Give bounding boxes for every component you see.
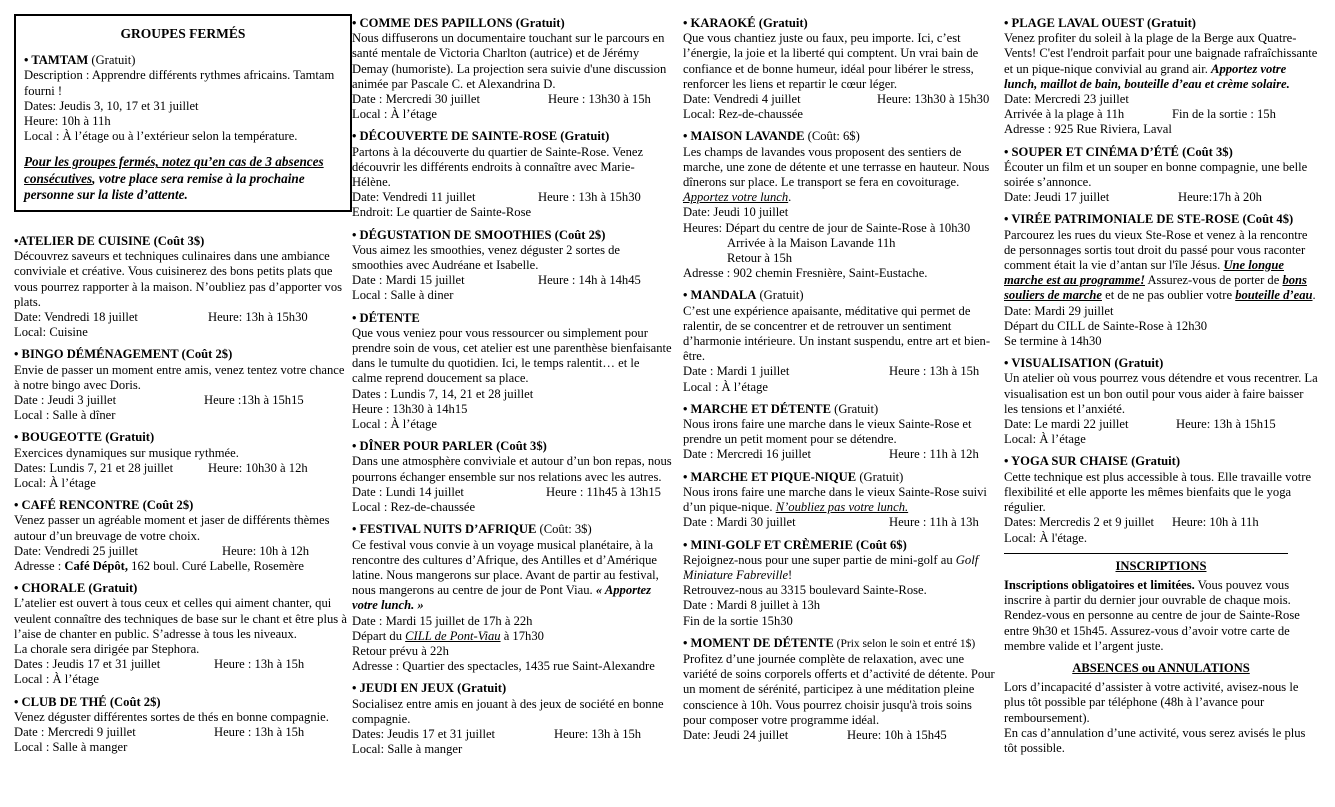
activity-bougeotte: • BOUGEOTTE (Gratuit) Exercices dynamiques sur musique rythmée. Dates: Lundis 7, 21 et 28 juillet Heure: 10h30 à 12h Local: À l’étage xyxy=(14,430,308,490)
inscriptions-title: INSCRIPTIONS xyxy=(1115,558,1207,573)
activity-viree: • VIRÉE PATRIMONIALE DE STE-ROSE (Coût 4$) Parcourez les rues du vieux Ste-Rose et venez à la rencontre de personnages sortis tout droit du passé pour vous raconter comment était la vie d’antan sur l'île Jésus. Une longue marche est au programme! Assurez-vous de porter de bons souliers de marche et de ne pas oublier votre bouteille d’eau. Date: Mardi 29 juillet Départ du CILL de Sainte-Rose à 12h30 Se termine à 14h30 xyxy=(1004,212,1316,349)
tamtam-title: • TAMTAM (Gratuit) xyxy=(24,53,136,68)
activity-visualisation: • VISUALISATION (Gratuit) Un atelier où vous pourrez vous détendre et vous recentrer. La visualisation est un bon outil pour vous aider à faire baisser les tensions et l’anxiété. Date: Le mardi 22 juillet Heure: 13h à 15h15 Local: À l’étage xyxy=(1004,356,1318,447)
activity-cuisine: •ATELIER DE CUISINE (Coût 3$) Découvrez saveurs et techniques culinaires dans une ambiance conviviale et créative. Vous cuisinerez des bons petits plats que vous pourrez rapporter à la maison. N’oubliez pas d’apporter vos plats. Date: Vendredi 18 juillet Heure: 13h à 15h30 Local: Cuisine xyxy=(14,233,343,340)
tamtam-description: Description : Apprendre différents rythmes africains. Tamtam fourni ! xyxy=(24,68,335,98)
absences-section: ABSENCES ou ANNULATIONS Lors d’incapacité d’assister à votre activité, avisez-nous le plus tôt possible par téléphone (48h à l’avance pour remboursement). En cas d’annulation d’une activité, vous serez avisés le plus tôt possible. xyxy=(1004,661,1318,756)
activity-mandala: • MANDALA (Gratuit) C’est une expérience apaisante, méditative qui permet de ralentir, de se concentrer et de retrouver un sentiment d’harmonie intérieure. Un instant suspendu, entre art et bien-être. Date : Mardi 1 juillet Heure : 13h à 15h Local : À l’étage xyxy=(683,288,991,394)
activity-festival: • FESTIVAL NUITS D’AFRIQUE (Coût: 3$) Ce festival vous convie à un voyage musical planétaire, à la rencontre des cultures d’Afrique, des Antilles et d’Amérique latine. Nous mangerons sur place. Avant de partir au festival, nous mangerons au centre de jour de Pont Viau. « Apportez votre lunch. » Date : Mardi 15 juillet de 17h à 22h Départ du CILL de Pont-Viau à 17h30 Retour prévu à 22h Adresse : Quartier des spectacles, 1435 rue Saint-Alexandre xyxy=(352,522,659,674)
tamtam-heure: Heure: 10h à 11h xyxy=(24,114,111,129)
column-3 xyxy=(683,16,995,750)
activity-chorale: • CHORALE (Gratuit) L’atelier est ouvert à tous ceux et celles qui aiment chanter, qui veulent connaître des techniques de base sur le chant et être plus à l’aise de chanter en public. S’adresse à tous les niveaux. La chorale sera dirigée par Stephora. Dates : Jeudis 17 et 31 juillet Heure : 13h à 15h Local : À l’étage xyxy=(14,581,347,687)
activity-the: • CLUB DE THÉ (Coût 2$) Venez déguster différentes sortes de thés en bonne compagnie. Date : Mercredi 9 juillet Heure : 13h à 15h Local : Salle à manger xyxy=(14,694,329,755)
column-2 xyxy=(352,16,672,764)
activity-bingo: • BINGO DÉMÉNAGEMENT (Coût 2$) Envie de passer un moment entre amis, venez tentez votre chance à notre bingo avec Doris. Date : Jeudi 3 juillet Heure :13h à 15h15 Local : Salle à dîner xyxy=(14,347,345,423)
activity-plage: • PLAGE LAVAL OUEST (Gratuit) Venez profiter du soleil à la plage de la Berge aux Quatre-Vents! C'est l'endroit parfait pour une baignade rafraîchissante et un pique-nique convivial au grand air. Apportez votre lunch, maillot de bain, bouteille d’eau et crème solaire. Date: Mercredi 23 juillet Arrivée à la plage à 11h Fin de la sortie : 15h Adresse : 925 Rue Riviera, Laval xyxy=(1004,16,1318,137)
activity-yoga: • YOGA SUR CHAISE (Gratuit) Cette technique est plus accessible à tous. Elle travaille votre flexibilité et elle apporte les mêmes bienfaits que le yoga régulier. Dates: Mercredis 2 et 9 juillet Heure: 10h à 11h Local: À l'étage. xyxy=(1004,454,1312,545)
column-1 xyxy=(14,0,348,762)
column-4 xyxy=(1004,16,1318,756)
activity-papillons: • COMME DES PAPILLONS (Gratuit) Nous diffuserons un documentaire touchant sur le parcours en santé mentale de Victoria Charlton (autrice) et de Jérémy Demay (humoriste). La projection sera suivie d'une discussion animée par Pascale C. et Alexandrina D. Date : Mercredi 30 juillet Heure : 13h30 à 15h Local : À l’étage xyxy=(352,16,667,122)
tamtam-dates: Dates: Jeudis 3, 10, 17 et 31 juillet xyxy=(24,98,199,113)
closed-groups-title: GROUPES FERMÉS xyxy=(120,26,246,41)
tamtam-local: Local : À l’étage ou à l’extérieur selon la température. xyxy=(24,129,298,144)
activity-karaoke: • KARAOKÉ (Gratuit) Que vous chantiez juste ou faux, peu importe. Ici, c’est l’énergie, la joie et la liberté qui comptent. Un vrai bain de confiance et de bonne humeur, idéal pour libérer le stress, renforcer les liens et repartir le cœur léger. Date: Vendredi 4 juillet Heure: 13h30 à 15h30 Local: Rez-de-chaussée xyxy=(683,16,990,122)
activity-detente: • DÉTENTE Que vous veniez pour vous ressourcer ou simplement pour prendre soin de vous, cet atelier est une parenthèse bienfaisante dans le tumulte du quotidien. Ici, le temps ralentit… et le calme reprend doucement sa place. Dates : Lundis 7, 14, 21 et 28 juillet Heure : 13h30 à 14h15 Local : À l’étage xyxy=(352,310,672,432)
divider xyxy=(1004,553,1288,554)
activity-minigolf: • MINI-GOLF ET CRÈMERIE (Coût 6$) Rejoignez-nous pour une super partie de mini-golf au Golf Miniature Fabreville! Retrouvez-nous au 3315 boulevard Sainte-Rose. Date : Mardi 8 juillet à 13h Fin de la sortie 15h30 xyxy=(683,537,979,628)
activity-cafe: • CAFÉ RENCONTRE (Coût 2$) Venez passer un agréable moment et jaser de différents thèmes autour d’un breuvage de votre choix. Date: Vendredi 25 juillet Heure: 10h à 12h Adresse : Café Dépôt, 162 boul. Curé Labelle, Rosemère xyxy=(14,498,330,573)
activity-moment: • MOMENT DE DÉTENTE (Prix selon le soin et entré 1$) Profitez d’une journée complète de relaxation, avec une variété de soins corporels offerts et d’activité de détente. Pour un moment de sérénité, participez à une méditation pleine conscience à 10h. Vous pourrez choisir jusqu'à trois soins pour composer votre programme idéal. Date: Jeudi 24 juillet Heure: 10h à 15h45 xyxy=(683,635,995,742)
activity-souper: • SOUPER ET CINÉMA D’ÉTÉ (Coût 3$) Écouter un film et un souper en bonne compagnie, une belle soirée s’annonce. Date: Jeudi 17 juillet Heure:17h à 20h xyxy=(1004,144,1308,205)
activity-lavande: • MAISON LAVANDE (Coût: 6$) Les champs de lavandes vous proposent des sentiers de marche, une zone de détente et une terrasse en hauteur. Nous dînerons sur place. Le transport se fera en covoiturage. Apportez votre lunch. Date: Jeudi 10 juillet Heures: Départ du centre de jour de Sainte-Rose à 10h30 Arrivée à la Maison Lavande 11h Retour à 15h Adresse : 902 chemin Fresnière, Saint-Eustache. xyxy=(683,129,990,281)
inscriptions-section: INSCRIPTIONS Inscriptions obligatoires et limitées. Vous pouvez vous inscrire à partir du dernier jour ouvrable de chaque mois. Rendez-vous en personne au centre de jour de Sainte-Rose entre 9h30 et 15h45. Assurez-vous d’avoir votre carte de membre valide et l’argent juste. xyxy=(1004,559,1318,654)
closed-groups-box xyxy=(14,14,352,212)
activity-pique-nique: • MARCHE ET PIQUE-NIQUE (Gratuit) Nous irons faire une marche dans le vieux Sainte-Rose suivi d’un pique-nique. N’oubliez pas votre lunch. Date : Mardi 30 juillet Heure : 11h à 13h xyxy=(683,469,987,530)
activity-smoothies: • DÉGUSTATION DE SMOOTHIES (Coût 2$) Vous aimez les smoothies, venez déguster 2 sortes de smoothies avec Audréane et Isabelle. Date : Mardi 15 juillet Heure : 14h à 14h45 Local : Salle à diner xyxy=(352,227,641,303)
activity-jeux: • JEUDI EN JEUX (Gratuit) Socialisez entre amis en jouant à des jeux de société en bonne compagnie. Dates: Jeudis 17 et 31 juillet Heure: 13h à 15h Local: Salle à manger xyxy=(352,681,664,757)
activity-marche: • MARCHE ET DÉTENTE (Gratuit) Nous irons faire une marche dans le vieux Sainte-Rose et prendre un petit moment pour se détendre. Date : Mercredi 16 juillet Heure : 11h à 12h xyxy=(683,401,979,462)
activity-sainte-rose: • DÉCOUVERTE DE SAINTE-ROSE (Gratuit) Partons à la découverte du quartier de Sainte-Rose. Venez découvrir les différents endroits à connaître avec Marie-Hélène. Date: Vendredi 11 juillet Heure : 13h à 15h30 Endroit: Le quartier de Sainte-Rose xyxy=(352,129,644,220)
activity-diner: • DÎNER POUR PARLER (Coût 3$) Dans une atmosphère conviviale et autour d’un bon repas, nous pourrons échanger ensemble sur nos relations avec les autres. Date : Lundi 14 juillet Heure : 11h45 à 13h15 Local : Rez-de-chaussée xyxy=(352,439,672,515)
closed-groups-warning: Pour les groupes fermés, notez qu’en cas de 3 absences consécutives, votre place sera remise à la prochaine personne sur la liste d’attente. xyxy=(24,154,324,203)
absences-title: ABSENCES ou ANNULATIONS xyxy=(1072,660,1250,675)
